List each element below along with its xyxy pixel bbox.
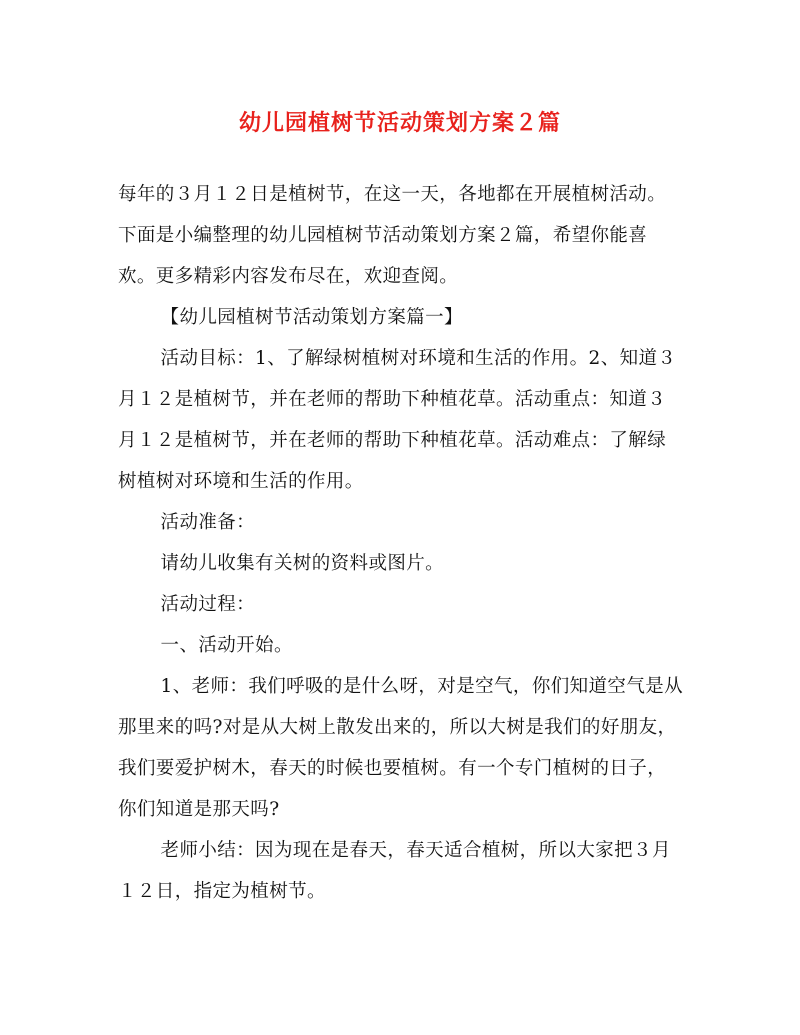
process-heading: 活动过程： [160, 594, 256, 615]
preparation-heading: 活动准备： [160, 512, 256, 533]
intro-paragraph: 每年的３月１２日是植树节，在这一天，各地都在开展植树活动。下面是小编整理的幼儿园植树节活动策划方案２篇，希望你能喜欢。更多精彩内容发布尽在，欢迎查阅。 [118, 184, 667, 287]
activity-goals-paragraph: 活动目标：1、了解绿树植树对环境和生活的作用。2、知道３月１２是植树节，并在老师的帮助下种植花草。活动重点：知道３月１２是植树节，并在老师的帮助下种植花草。活动难点：了解绿树植树对环境和生活的作用。 [118, 348, 677, 492]
teacher-summary-paragraph: 老师小结：因为现在是春天，春天适合植树，所以大家把３月１２日，指定为植树节。 [118, 840, 671, 902]
step-one-heading: 一、活动开始。 [160, 635, 293, 656]
section-heading: 【幼儿园植树节活动策划方案篇一】 [160, 307, 463, 328]
document-title: 幼儿园植树节活动策划方案２篇 [238, 110, 561, 136]
teacher-dialogue-paragraph: 1、老师：我们呼吸的是什么呀，对是空气，你们知道空气是从那里来的吗?对是从大树上散发出来的，所以大树是我们的好朋友，我们要爱护树木，春天的时候也要植树。有一个专门植树的日子，你们知道是那天吗? [118, 676, 684, 820]
preparation-paragraph: 请幼儿收集有关树的资料或图片。 [160, 553, 445, 574]
document-body [118, 174, 684, 912]
